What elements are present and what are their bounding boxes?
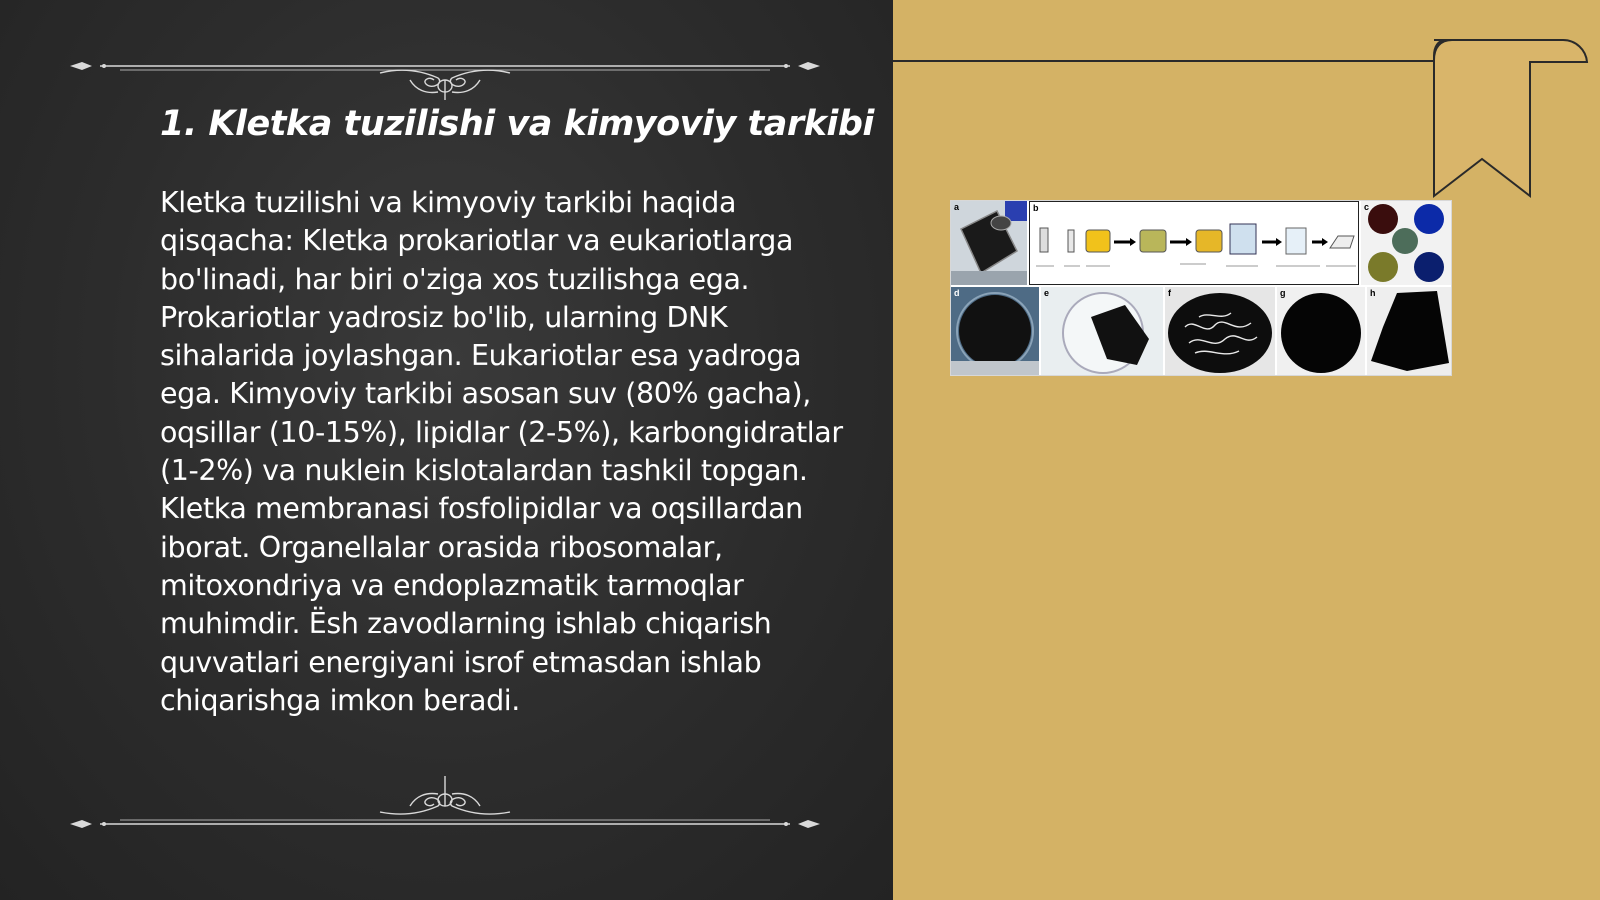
figure-panel-g (1277, 287, 1365, 375)
figure-panel-b (1029, 201, 1359, 285)
bookmark-ribbon (1430, 36, 1595, 201)
figure-panel-e (1041, 287, 1163, 375)
figure-image (950, 200, 1452, 376)
figure-panel-label: b (1033, 203, 1039, 213)
process-flow-drawing (1030, 202, 1359, 285)
color-samples-drawing (1361, 201, 1451, 285)
figure-panel-label: a (954, 202, 960, 212)
slide-title: 1. Kletka tuzilishi va kimyoviy tarkibi (160, 104, 874, 144)
figure-panel-label: e (1044, 288, 1050, 298)
figure-panel-label: f (1168, 288, 1171, 298)
figure-panel-label: d (954, 288, 960, 298)
figure-panel-c (1361, 201, 1451, 285)
figure-panel-label: g (1280, 288, 1286, 298)
figure-panel-d (951, 287, 1039, 375)
bottom-ornament-divider (60, 772, 830, 832)
film-dish-drawing (1041, 287, 1163, 375)
fiber-dish-drawing (1165, 287, 1275, 375)
figure-panel-a (951, 201, 1027, 285)
figure-panel-h (1367, 287, 1451, 375)
jar-drawing (951, 201, 1027, 285)
dish-drawing (951, 287, 1039, 375)
figure-panel-label: h (1370, 288, 1376, 298)
black-sheet-drawing (1367, 287, 1451, 375)
slide-body-text: Kletka tuzilishi va kimyoviy tarkibi haqida qisqacha: Kletka prokariotlar va eukariotlarga bo'linadi, har biri o'ziga xos tuzilishga ega. Prokariotlar yadrosiz bo'lib, ularning DNK sihalarida joylashgan. Eukariotlar esa yadroga ega. Kimyoviy tarkibi asosan suv (80% gacha), oqsillar (10-15%), lipidlar (2-5%), karbongidratlar (1-2%) va nuklein kislotalardan tashkil topgan. Kletka membranasi fosfolipidlar va oqsillardan iborat. Organellalar orasida ribosomalar, mitoxondriya va endoplazmatik tarmoqlar muhimdir. Ësh zavodlarning ishlab chiqarish quvvatlari energiyani isrof etmasdan ishlab chiqarishga imkon beradi. (160, 186, 843, 717)
top-ornament-divider (60, 40, 830, 100)
black-disc-drawing (1277, 287, 1365, 375)
figure-panel-label: c (1364, 202, 1370, 212)
figure-panel-f (1165, 287, 1275, 375)
